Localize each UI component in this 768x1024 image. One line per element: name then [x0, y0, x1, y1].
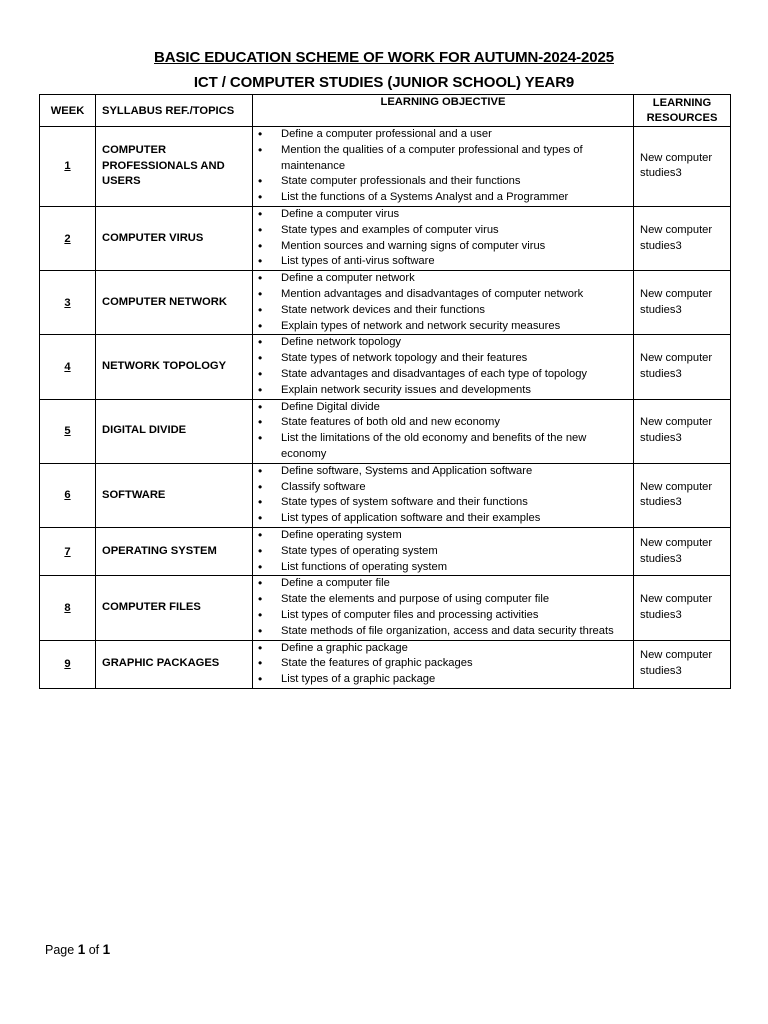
objectives-list [253, 464, 633, 527]
footer-page-number: 1 [77, 942, 86, 957]
objectives-cell [253, 527, 634, 575]
resource-cell: New computer studies3 [634, 463, 731, 527]
objectives-cell [253, 271, 634, 335]
objective-item: • State methods of file organization, access and data security threats [253, 624, 633, 640]
resource-cell: New computer studies3 [634, 206, 731, 270]
objectives-list [253, 127, 633, 206]
document-subtitle: ICT / COMPUTER STUDIES (JUNIOR SCHOOL) YEAR9 [193, 74, 575, 91]
week-number: 8 [40, 576, 96, 640]
table-row [40, 399, 731, 463]
objective-item: • Define a computer virus [253, 207, 633, 223]
table-header-row [40, 95, 731, 127]
resource-cell: New computer studies3 [634, 527, 731, 575]
objective-item: • State features of both old and new economy [253, 415, 633, 431]
table-row [40, 271, 731, 335]
objective-item: • Define a graphic package [253, 641, 633, 657]
objective-item: • State types of operating system [253, 544, 633, 560]
objectives-cell [253, 463, 634, 527]
topic-cell: GRAPHIC PACKAGES [96, 640, 253, 688]
objective-item: • List the limitations of the old economy and benefits of the new economy [253, 431, 633, 463]
objective-item: • Explain types of network and network security measures [253, 319, 633, 335]
resource-cell: New computer studies3 [634, 271, 731, 335]
objective-item: • Mention sources and warning signs of computer virus [253, 239, 633, 255]
footer-of-word: of [88, 943, 100, 957]
header-resources [634, 95, 731, 127]
page-footer [45, 942, 110, 957]
resource-cell: New computer studies3 [634, 127, 731, 207]
objective-item: • Mention advantages and disadvantages of computer network [253, 287, 633, 303]
objective-item: • State types and examples of computer virus [253, 223, 633, 239]
table-row [40, 206, 731, 270]
objectives-list [253, 335, 633, 398]
objective-item: • State network devices and their functions [253, 303, 633, 319]
objective-item: • List types of computer files and processing activities [253, 608, 633, 624]
objectives-list [253, 271, 633, 334]
table-row [40, 576, 731, 640]
header-topics: SYLLABUS REF./TOPICS [96, 95, 253, 127]
footer-page-total: 1 [102, 942, 111, 957]
week-number: 5 [40, 399, 96, 463]
objective-item: • State types of network topology and their features [253, 351, 633, 367]
objective-item: • Define a computer network [253, 271, 633, 287]
objective-item: • List types of anti-virus software [253, 254, 633, 270]
table-row [40, 640, 731, 688]
topic-cell: COMPUTER NETWORK [96, 271, 253, 335]
objective-item: • State advantages and disadvantages of each type of topology [253, 367, 633, 383]
objective-item: • Define a computer professional and a user [253, 127, 633, 143]
header-resources-line2: RESOURCES [646, 111, 718, 124]
week-number: 3 [40, 271, 96, 335]
objective-item: • Define network topology [253, 335, 633, 351]
week-number: 2 [40, 206, 96, 270]
objective-item: • Define Digital divide [253, 400, 633, 416]
week-number: 6 [40, 463, 96, 527]
topic-cell: COMPUTER VIRUS [96, 206, 253, 270]
table-row [40, 335, 731, 399]
objectives-cell [253, 640, 634, 688]
objectives-list [253, 576, 633, 639]
objective-item: • Explain network security issues and developments [253, 383, 633, 399]
week-number: 4 [40, 335, 96, 399]
topic-cell: DIGITAL DIVIDE [96, 399, 253, 463]
objective-item: • Mention the qualities of a computer professional and types of maintenance [253, 143, 633, 175]
objectives-cell [253, 127, 634, 207]
objectives-list [253, 641, 633, 688]
objectives-list [253, 400, 633, 463]
header-objective: LEARNING OBJECTIVE [253, 95, 634, 127]
objective-item: • List types of application software and their examples [253, 511, 633, 527]
objective-item: • Define software, Systems and Application software [253, 464, 633, 480]
objective-item: • State types of system software and their functions [253, 495, 633, 511]
objective-item: • Define a computer file [253, 576, 633, 592]
objective-item: • State the elements and purpose of using computer file [253, 592, 633, 608]
topic-cell: OPERATING SYSTEM [96, 527, 253, 575]
objective-item: • State the features of graphic packages [253, 656, 633, 672]
topic-cell: NETWORK TOPOLOGY [96, 335, 253, 399]
resource-cell: New computer studies3 [634, 399, 731, 463]
objectives-cell [253, 576, 634, 640]
table-row [40, 463, 731, 527]
topic-cell: COMPUTER FILES [96, 576, 253, 640]
week-number: 9 [40, 640, 96, 688]
table-row [40, 127, 731, 207]
objectives-list [253, 528, 633, 575]
table-row [40, 527, 731, 575]
resource-cell: New computer studies3 [634, 640, 731, 688]
week-number: 1 [40, 127, 96, 207]
header-resources-line1: LEARNING [652, 96, 712, 109]
objective-item: • List the functions of a Systems Analyst and a Programmer [253, 190, 633, 206]
topic-cell: SOFTWARE [96, 463, 253, 527]
footer-page-word: Page [45, 943, 75, 957]
topic-cell: COMPUTER PROFESSIONALS AND USERS [96, 127, 253, 207]
objective-item: • Define operating system [253, 528, 633, 544]
header-week: WEEK [40, 95, 96, 127]
objective-item: • List functions of operating system [253, 560, 633, 576]
objective-item: • List types of a graphic package [253, 672, 633, 688]
objectives-cell [253, 335, 634, 399]
objectives-cell [253, 399, 634, 463]
document-title: BASIC EDUCATION SCHEME OF WORK FOR AUTUMN-2024-2025 [154, 49, 614, 66]
objective-item: • State computer professionals and their functions [253, 174, 633, 190]
objectives-cell [253, 206, 634, 270]
scheme-of-work-table [39, 94, 731, 689]
objectives-list [253, 207, 633, 270]
week-number: 7 [40, 527, 96, 575]
resource-cell: New computer studies3 [634, 576, 731, 640]
objective-item: • Classify software [253, 480, 633, 496]
resource-cell: New computer studies3 [634, 335, 731, 399]
